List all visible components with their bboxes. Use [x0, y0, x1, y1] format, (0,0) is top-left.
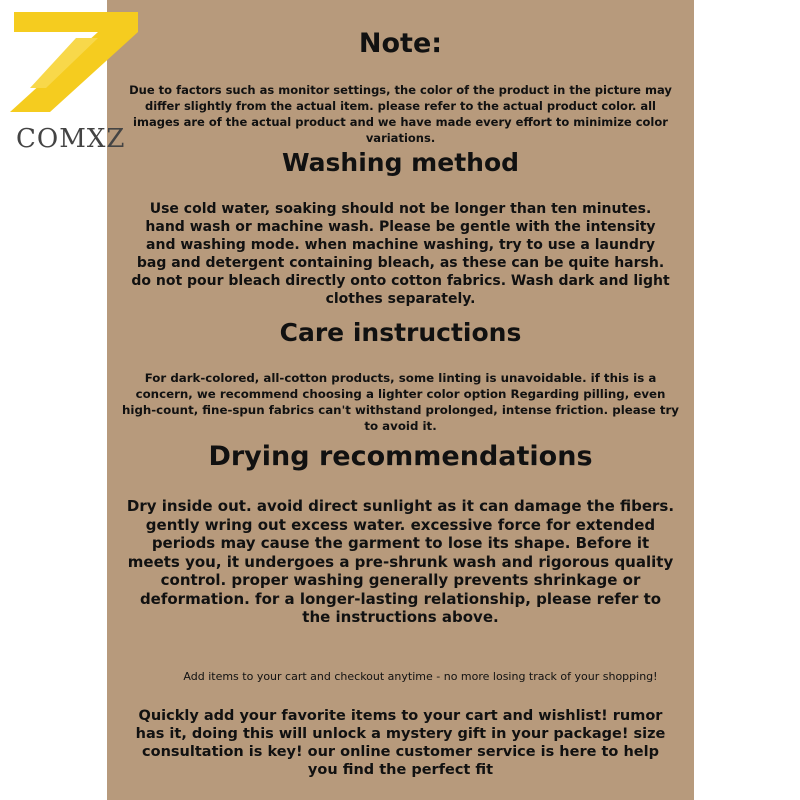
brand-logo-text: COMXZ — [16, 124, 126, 154]
care-instructions-text: For dark-colored, all-cotton products, some linting is unavoidable. if this is a concern, we recommend choosing a lighter color option Regarding pilling, even high-count, fine-spun fabrics can't withstand prolonged, intense friction. please try to avoid it. — [122, 371, 679, 433]
care-instructions-heading: Care instructions — [279, 318, 522, 347]
wishlist-promo-text: Quickly add your favorite items to your cart and wishlist! rumor has it, doing this will unlock a mystery gift in your package! size consultation is key! our online customer service is here to help you find the perfect fit — [135, 708, 666, 778]
note-heading: Note: — [358, 28, 443, 59]
note-text: Due to factors such as monitor settings, the color of the product in the picture may differ slightly from the actual item. please refer to the actual product color. all images are of the actual product and we have made every effort to minimize color variations. — [129, 83, 672, 145]
washing-method-text: Use cold water, soaking should not be longer than ten minutes. hand wash or machine wash. Please be gentle with the intensity and washing mode. when machine washing, try to use a laundry bag and detergent containing bleach, as these can be quite harsh. do not pour bleach directly onto cotton fabrics. Wash dark and light clothes separately. — [131, 201, 670, 307]
cart-note-text: Add items to your cart and checkout anytime - no more losing track of your shopping! — [183, 670, 658, 683]
washing-method-heading: Washing method — [281, 148, 520, 177]
drying-recommendations-text: Dry inside out. avoid direct sunlight as it can damage the fibers. gently wring out excess water. excessive force for extended periods may cause the garment to lose its shape. Before it meets you, it undergoes a pre-shrunk wash and rigorous quality control. proper washing generally prevents shrinkage or deformation. for a longer-lasting relationship, please refer to the instructions above. — [126, 497, 675, 626]
drying-recommendations-heading: Drying recommendations — [208, 441, 593, 472]
